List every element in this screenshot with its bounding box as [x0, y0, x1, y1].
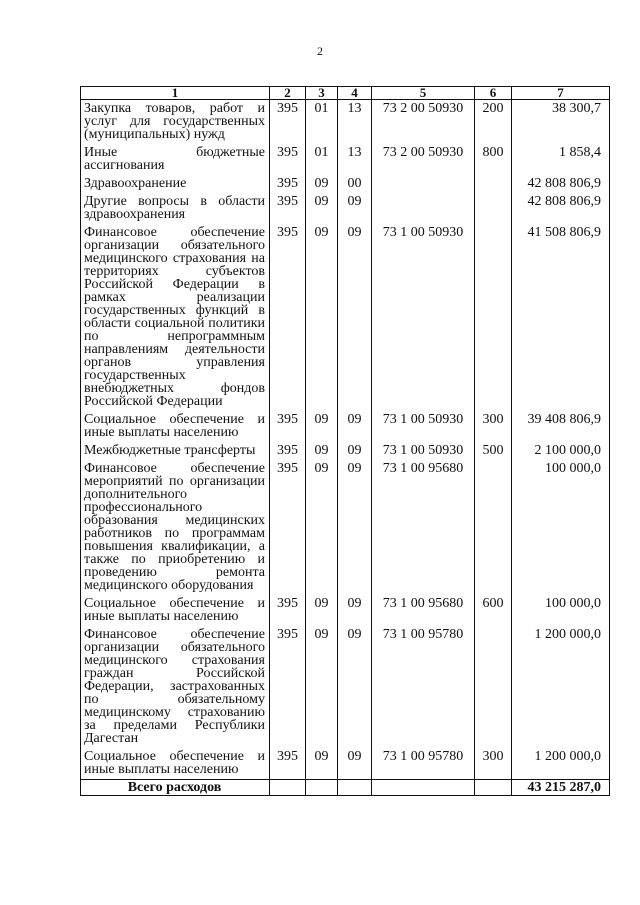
row-amount: 42 808 806,9 [512, 175, 610, 193]
row-name: Межбюджетные трансферты [81, 442, 270, 460]
row-amount: 100 000,0 [512, 595, 610, 626]
total-empty-cell [270, 780, 306, 796]
row-admin-code: 395 [270, 224, 306, 411]
row-name: Финансовое обеспечение мероприятий по организации дополнительного профессионального образования медицинских работников по программам повышения квалификации, а также по приобретению и проведению ремонта медицинского оборудования [81, 460, 270, 595]
row-admin-code: 395 [270, 144, 306, 175]
row-section: 09 [306, 460, 338, 595]
row-expense-type: 200 [475, 100, 512, 145]
row-name: Закупка товаров, работ и услуг для государственных (муниципальных) нужд [81, 100, 270, 145]
row-subsection: 13 [338, 144, 372, 175]
row-expense-type [475, 193, 512, 224]
row-subsection: 09 [338, 193, 372, 224]
row-subsection: 09 [338, 748, 372, 780]
row-subsection: 00 [338, 175, 372, 193]
total-label: Всего расходов [81, 780, 270, 796]
total-empty-cell [475, 780, 512, 796]
row-name: Финансовое обеспечение организации обязательного медицинского страхования на территориях субъектов Российской Федерации в рамках реализации государственных функций в области социальной политики по непрограммным направлениям деятельности органов управления государственных внебюджетных фондов Российской Федерации [81, 224, 270, 411]
row-admin-code: 395 [270, 193, 306, 224]
row-target-article [372, 193, 475, 224]
row-section: 01 [306, 100, 338, 145]
row-target-article: 73 1 00 50930 [372, 411, 475, 442]
row-subsection: 09 [338, 595, 372, 626]
row-amount: 38 300,7 [512, 100, 610, 145]
table-header-row [81, 87, 610, 100]
row-name: Финансовое обеспечение организации обязательного медицинского страхования граждан Российской Федерации, застрахованных по обязательному медицинскому страхованию за пределами Республики Дагестан [81, 626, 270, 748]
column-header: 7 [512, 87, 610, 100]
row-section: 01 [306, 144, 338, 175]
row-amount: 1 200 000,0 [512, 626, 610, 748]
table-row [81, 442, 610, 460]
table-row [81, 595, 610, 626]
row-subsection: 09 [338, 224, 372, 411]
row-admin-code: 395 [270, 175, 306, 193]
row-amount: 41 508 806,9 [512, 224, 610, 411]
row-admin-code: 395 [270, 626, 306, 748]
total-row [81, 780, 610, 796]
row-amount: 1 858,4 [512, 144, 610, 175]
table-row [81, 748, 610, 780]
row-expense-type [475, 175, 512, 193]
row-name: Иные бюджетные ассигнования [81, 144, 270, 175]
row-section: 09 [306, 748, 338, 780]
row-section: 09 [306, 193, 338, 224]
row-name: Социальное обеспечение и иные выплаты населению [81, 595, 270, 626]
row-target-article: 73 1 00 95780 [372, 626, 475, 748]
row-admin-code: 395 [270, 460, 306, 595]
table-row [81, 411, 610, 442]
row-amount: 2 100 000,0 [512, 442, 610, 460]
row-section: 09 [306, 442, 338, 460]
row-target-article: 73 2 00 50930 [372, 144, 475, 175]
row-subsection: 09 [338, 626, 372, 748]
table-row [81, 224, 610, 411]
row-subsection: 09 [338, 411, 372, 442]
row-admin-code: 395 [270, 442, 306, 460]
table-row [81, 100, 610, 145]
column-header: 4 [338, 87, 372, 100]
column-header: 2 [270, 87, 306, 100]
row-target-article: 73 1 00 50930 [372, 224, 475, 411]
total-empty-cell [372, 780, 475, 796]
table-row [81, 144, 610, 175]
table-row [81, 460, 610, 595]
row-expense-type: 600 [475, 595, 512, 626]
row-name: Социальное обеспечение и иные выплаты населению [81, 411, 270, 442]
row-section: 09 [306, 595, 338, 626]
page-number: 2 [317, 44, 323, 58]
row-admin-code: 395 [270, 748, 306, 780]
row-expense-type [475, 626, 512, 748]
column-header: 1 [81, 87, 270, 100]
column-header: 5 [372, 87, 475, 100]
column-header: 3 [306, 87, 338, 100]
row-subsection: 09 [338, 442, 372, 460]
row-target-article: 73 2 00 50930 [372, 100, 475, 145]
row-expense-type [475, 460, 512, 595]
row-section: 09 [306, 411, 338, 442]
row-amount: 1 200 000,0 [512, 748, 610, 780]
table-row [81, 626, 610, 748]
row-expense-type: 300 [475, 748, 512, 780]
row-name: Здравоохранение [81, 175, 270, 193]
row-target-article: 73 1 00 95680 [372, 595, 475, 626]
table-row [81, 193, 610, 224]
column-header: 6 [475, 87, 512, 100]
row-target-article [372, 175, 475, 193]
table-row [81, 175, 610, 193]
total-empty-cell [338, 780, 372, 796]
row-expense-type [475, 224, 512, 411]
row-target-article: 73 1 00 95780 [372, 748, 475, 780]
row-amount: 42 808 806,9 [512, 193, 610, 224]
row-admin-code: 395 [270, 411, 306, 442]
budget-table [80, 86, 610, 796]
row-target-article: 73 1 00 50930 [372, 442, 475, 460]
row-subsection: 13 [338, 100, 372, 145]
total-value: 43 215 287,0 [512, 780, 610, 796]
row-admin-code: 395 [270, 595, 306, 626]
row-section: 09 [306, 224, 338, 411]
row-target-article: 73 1 00 95680 [372, 460, 475, 595]
row-expense-type: 500 [475, 442, 512, 460]
row-expense-type: 300 [475, 411, 512, 442]
row-section: 09 [306, 626, 338, 748]
row-subsection: 09 [338, 460, 372, 595]
row-expense-type: 800 [475, 144, 512, 175]
row-section: 09 [306, 175, 338, 193]
row-name: Другие вопросы в области здравоохранения [81, 193, 270, 224]
total-empty-cell [306, 780, 338, 796]
row-name: Социальное обеспечение и иные выплаты населению [81, 748, 270, 780]
row-amount: 100 000,0 [512, 460, 610, 595]
row-amount: 39 408 806,9 [512, 411, 610, 442]
row-admin-code: 395 [270, 100, 306, 145]
